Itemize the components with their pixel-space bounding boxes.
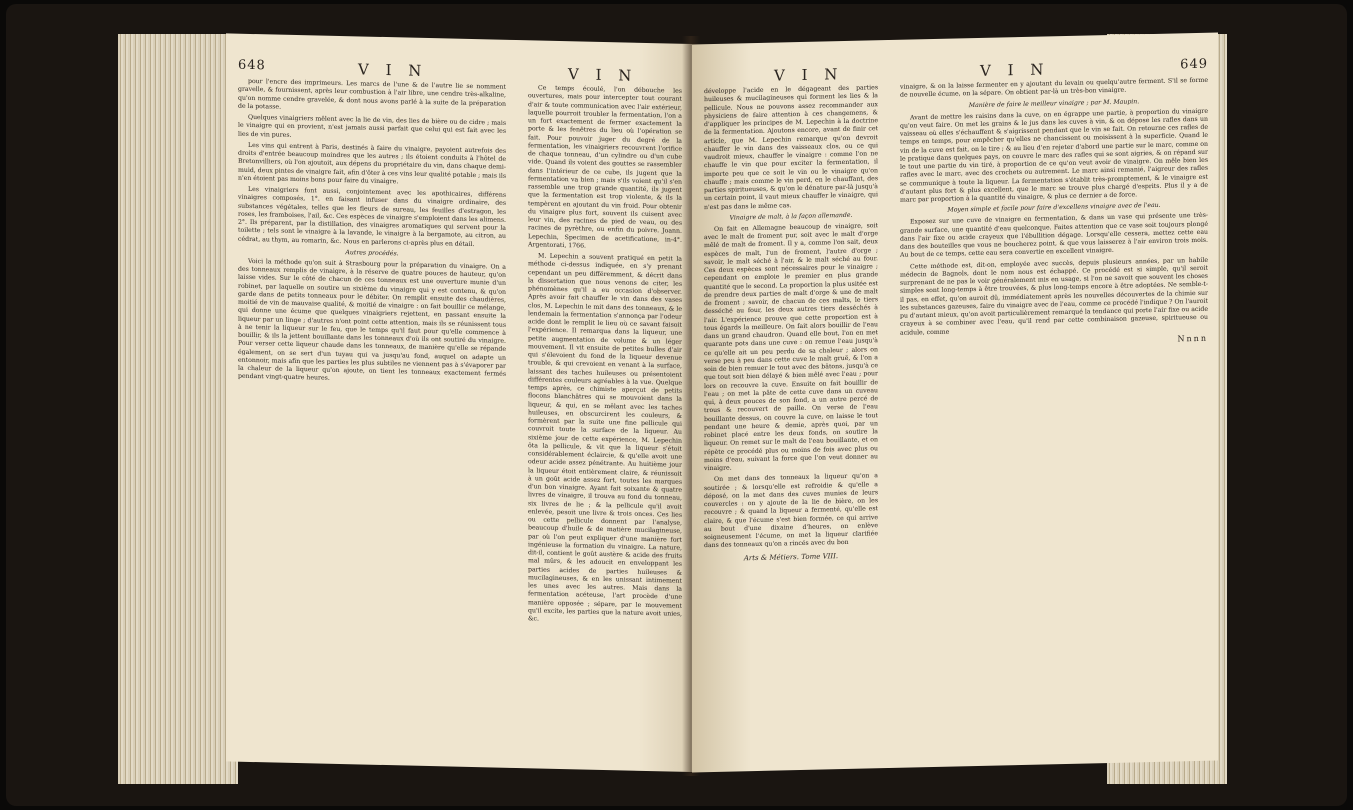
running-head-right: V I N [980,60,1050,80]
left-page-column-2 [516,40,692,772]
section-title: Manière de faire le meilleur vinaigre ; par M. Maupin. [968,97,1140,109]
paragraph: Quelques vinaigriers mêlent avec la lie de vin, des lies de bière ou de cidre ; mais le vinaigre qui en provient, n'est jamais aussi parfait que celui qui est fait avec les lies de vin pures. [238,113,506,139]
page-number-right: 649 [1180,56,1208,73]
paragraph: Ce temps écoulé, l'on débouche les ouvertures, mais pour intercepter tout courant d'air & toute communication avec l'air extérieur, laquelle pourroit troubler la fermentation, l'on a un fort exactement de fermer exactement la porte & les fenêtres du lieu où l'opération se fait. Pour pouvoir juger du degré de la fermentation, les vinaigriers recouvrent l'orifice de chaque tonneau, d'un cylindre ou d'un cube vide. Quand ils voient des gouttes se rassembler dans l'intérieur de ce cube, ils jugent que la fermentation va bien ; mais s'ils voient qu'il s'en rassemble une trop grande quantité, ils jugent que la fermentation est trop violente, & ils la tempèrent en ajoutant du vin froid. Pour obtenir du vinaigre plus fort, souvent ils cuisent avec leur vin, des racines de pied de veau, ou des racines de pyrèthre, ou enfin du poivre. Joann. Lepechin, Specimen de acetificatione, in-4°. Argentorati, 1766. [528,84,682,250]
paragraph: Voici la méthode qu'on suit à Strasbourg pour la préparation du vinaigre. On a des tonneaux remplis de vinaigre, à la réserve de quatre pouces de hauteur, qu'on laisse vides. Sur le côté de chacun de ces tonneaux est une ouverture munie d'un robinet, par laquelle on soutire un sixième du vinaigre qui y est contenu, & qu'on garde dans de petits tonneaux pour le débiter. On remplit ensuite des chaudières, moitié de vin de mauvaise qualité, & moitié de vinaigre : on fait bouillir ce mélange, qui donne une écume que quelques vinaigriers rejettent, en passant ensuite la liqueur par un linge ; d'autres n'ont point cette attention, mais ils se réunissent tous à ne tenir la liqueur sur le feu, que le temps qu'il faut pour qu'elle commence à bouillir, & ils la jettent bouillante dans les tonneaux d'où ils ont soutiré du vinaigre. Pour verser cette liqueur chaude dans les tonneaux, de manière qu'elle se répande également, on se sert d'un tuyau qui va jusqu'au fond, auquel on adapte un entonnoir, mais afin que les parties les plus subtiles ne viennent pas à s'évaporer par la chaleur de la liqueur qu'on ajoute, on tient les tonneaux exactement fermés pendant vingt-quatre heures. [238,257,506,383]
section-title: Vinaigre de malt, à la façon allemande. [729,211,853,222]
left-page-edges [118,34,238,784]
running-header-right-col1 [704,64,878,88]
running-head-left-col2: V I N [568,65,638,85]
right-page-column-1 [692,40,888,772]
paragraph: vinaigre, & on la laisse fermenter en y ajoutant du levain ou quelqu'autre ferment. S'il se forme de nouvelle écume, on la sépare. On obtient par-là un très-bon vinaigre. [900,76,1208,99]
paragraph: développe l'acide en le dégageant des parties huileuses & mucilagineuses qui forment les lies & la pellicule. Nous ne pouvons assez recommander aux physiciens de faire attention à ces changemens, & d'appliquer les principes de M. Lepechin à la doctrine de la fermentation. Ajoutons encore, avant de finir cet article, que M. Lepechin remarque qu'on devroit chauffer le vin dans des vaisseaux clos, ou ce qui vaudroit mieux, chauffer le vinaigre : comme l'on ne chauffe le vin que pour exciter la fermentation, il importe peu que ce soit le vin ou le vinaigre qu'on chauffe ; mais comme le vin perd, en le chauffant, des parties spiritueuses, & qu'on le dénature par-là jusqu'à un certain point, il vaut mieux chauffer le vinaigre, qui n'est pas dans le même cas. [704,84,878,211]
paragraph: Les vins qui entrent à Paris, destinés à faire du vinaigre, payoient autrefois des droits d'entrée beaucoup moindres que les autres ; ils étoient conduits à l'hôtel de Bretonvilliers, où l'on ajoutoit, aux dépens du propriétaire du vin, dans chaque demi-muid, deux pintes de vinaigre fait, afin d'ôter à ces vins leur qualité potable ; mais ils n'en étoient pas moins bons pour faire du vinaigre. [238,141,506,186]
paragraph: Les vinaigriers font aussi, conjointement avec les apothicaires, différens vinaigres composés, 1°. en faisant infuser dans du vinaigre ordinaire, des substances végétales, telles que les fleurs de sureau, les feuilles d'estragon, les roses, les framboises, l'ail, &c. Ces espèces de vinaigre s'emploient dans les alimens. 2°. Ils préparent, par la distillation, des vinaigres aromatiques qui servent pour la toilette ; tels sont le vinaigre à la lavande, le vinaigre à la bergamote, au citron, au cédrat, au thym, au romarin, &c. Nous en parlerons ci-après plus en détail. [238,185,506,248]
paragraph: M. Lepechin a souvent pratiqué en petit la méthode ci-dessus indiquée, en s'y prenant cependant un peu différemment, & décrit dans la dissertation que nous venons de citer, les phénomènes qu'il a eu occasion d'observer. Après avoir fait chauffer le vin dans des vases clos, M. Lepechin le mit dans des tonneaux, & le lendemain la fermentation s'annonça par l'odeur acide dont le remplit le lieu où ce savant faisoit l'expérience. Il remarqua dans la liqueur, une petite augmentation de volume & un léger mouvement. Il vit ensuite de petites bulles d'air qui s'élevoient du fond de la liqueur devenue trouble, & qui crevoient en venant à la surface, laissant des taches huileuses ou présentoient différentes couleurs agréables à la vue. Quelque temps après, ce chimiste aperçut de petits flocons blanchâtres qui se mouvoient dans la liqueur, & qui, en se mêlant avec les taches huileuses, en obscurcirent les couleurs, & formèrent par la suite une fine pellicule qui couvroit toute la surface de la liqueur. Au sixième jour de cette expérience, M. Lepechin ôta la pellicule, & vit que la liqueur s'étoit considérablement éclaircie, & qu'elle avoit une odeur acide assez pénétrante. Au huitième jour la liqueur étoit entièrement claire, & réunissoit à un goût acide assez fort, toutes les marques d'un bon vinaigre. Ayant fait soixante & quatre livres de vinaigre, il trouva au fond du tonneau, six livres de lie ; & la pellicule qu'il avoit enlevée, pesoit une livre & trois onces. Ces lies ou cette pellicule donnent par l'analyse, beaucoup d'huile & de matière mucilagineuse, par où l'on peut expliquer d'une manière fort ingénieuse la formation du vinaigre. La nature, dit-il, contient le goût austère & acide des fruits mal mûrs, & les adoucit en enveloppant les parties acides de parties huileuses & mucilagineuses, & en les unissant intimement les unes avec les autres. Mais dans la fermentation acéteuse, l'art procède d'une manière opposée ; sépare, par le mouvement qu'il excite, les parties que la nature avoit unies, &c. [528,252,682,623]
left-page-column-1 [226,33,516,768]
volume-footer: Arts & Métiers. Tome VIII. [743,551,839,562]
paragraph: Avant de mettre les raisins dans la cuve, on en égrappe une partie, à proportion du vinaigre qu'on veut faire. On met les grains & le jus dans les cuves à vin, & on dépose les rafles dans un vaisseau où elles s'échauffent & s'aigrissent pendant que le vin se fait. On retourne ces rafles de temps en temps, pour empêcher qu'elles ne chancissent ou moisissent à la superficie. Quand le vin de la cuve est fait, on le tire ; & au lieu d'en rejeter d'abord une partie sur le marc, comme on le pratique dans quelques pays, on couvre le marc des rafles qui se sont aigries, & on répand sur le tout une partie du vin tiré, à proportion de ce qu'on veut avoir de vinaigre. On mêle bien les rafles avec le marc, avec des crochets ou autrement. Le marc ainsi remanié, l'aigreur des rafles se communique à toute la liqueur. La fermentation s'établit très-promptement, & le vinaigre est d'autant plus fort & plus excellent, que le marc se trouve plus chargé d'esprits. Plus il y a de marc par proportion à la quantité du vinaigre, & plus ce dernier a de force. [900,107,1208,204]
signature-mark: Nnnn [1177,333,1208,344]
right-page-column-2 [888,33,1218,768]
section-title: Moyen simple et facile pour faire d'excellens vinaigre avec de l'eau. [947,202,1161,214]
paragraph: Exposez sur une cuve de vinaigre en fermentation, & dans un vase qui présente une très-grande surface, une quantité d'eau quelconque. Faites attention que ce vase soit toujours plongé dans l'air fixe ou acide crayeux que l'ébullition dégage. Lorsqu'elle cessera, mettez cette eau dans des bouteilles que vous ne boucherez point, & que vous laisserez à l'air environ trois mois. Au bout de ce temps, cette eau sera convertie en excellent vinaigre. [900,211,1208,259]
paragraph: On met dans des tonneaux la liqueur qu'on a soutirée ; & lorsqu'elle est refroidie & qu'elle a déposé, on la met dans des cuves munies de leurs couvercles : on y ajoute de la lie de bière, on les recouvre ; & quand la liqueur a fermenté, qu'elle est claire, & que l'écume s'est bien formée, ce qui arrive au bout d'une dixaine d'heures, on enlève soigneusement l'écume, on met la liqueur clarifiée dans des tonneaux qu'on a rincés avec du bon [704,472,878,550]
page-number-left: 648 [238,57,266,74]
running-head-left: V I N [358,60,428,80]
running-header-left-col2 [528,64,682,87]
paragraph: pour l'encre des imprimeurs. Les marcs de l'une & de l'autre lie se nomment gravelle, & fournissent, après leur combustion à l'air libre, une cendre très-alkaline, qu'on nomme cendre gravelée, & dont nous avons parlé à la suite de la préparation de la potasse. [238,77,506,111]
paragraph: Cette méthode est, dit-on, employée avec succès, depuis plusieurs années, par un habile médecin de Bagnols, dont le nom nous est échappé. Ce procédé est si simple, qu'il seroit surprenant de ne pas le voir généralement mis en usage, si l'on ne savoit que souvent les choses simples sont long-temps à être trouvées, & plus long-temps encore à être adoptées. Ne semble-t-il pas, en effet, qu'on auroit dû, immédiatement après les nouvelles découvertes de la chimie sur les substances gazeuses, faire du vinaigre avec de l'eau, comme ce procédé l'indique ? On l'auroit pu d'autant mieux, qu'on avoit particulièrement remarqué la tendance qui porte l'air fixe ou acide crayeux à se combiner avec l'eau, qu'il rend par cette combinaison gazeuse, spiritueuse ou acidule, comme [900,256,1208,337]
running-head-right-col1: V I N [774,65,844,85]
section-title: Autres procédés. [345,248,399,258]
paragraph: On fait en Allemagne beaucoup de vinaigre, soit avec le malt de froment pur, soit avec le malt d'orge mêlé de malt de froment. Il y a, comme l'on sait, deux espèces de malt, l'un de froment, l'autre d'orge ; savoir, le malt séché à l'air, & le malt séché au four. Ces deux espèces sont nécessaires pour le vinaigre ; cependant on emploie le premier en plus grande quantité que le second. La proportion la plus usitée est de prendre deux parties de malt d'orge & une de malt de froment ; savoir, de chacun de ces malts, le tiers desséché au four, les deux autres tiers desséchés à l'air. L'expérience prouve que cette proportion est à tous égards la meilleure. On fait alors bouillir de l'eau dans un grand chaudron. Quand elle bout, l'on en met quarante pots dans une cuve : on remue l'eau jusqu'à ce qu'elle ait un peu perdu de sa chaleur ; alors on verse peu à peu dans cette cuve le malt gruë, & l'on a soin de bien remuer le tout avec des bâtons, jusqu'à ce que tout soit bien délayé & bien mêlé avec l'eau ; pour lors on recouvre la cuve. Ensuite on fait bouillir de l'eau ; on met la pâte de cette cuve dans un cuveau qui, à deux pouces de son fond, a un autre percé de trous & recouvert de paille. On verse de l'eau bouillante dessus, on couvre la cuve, on laisse le tout pendant une heure & demie, après quoi, par un robinet placé entre les deux fonds, on soutire la liqueur. On remet sur le malt de l'eau bouillante, et on répète ce procédé plus ou moins de fois avec plus ou moins d'eau, suivant la force que l'on veut donner au vinaigre. [704,221,878,473]
